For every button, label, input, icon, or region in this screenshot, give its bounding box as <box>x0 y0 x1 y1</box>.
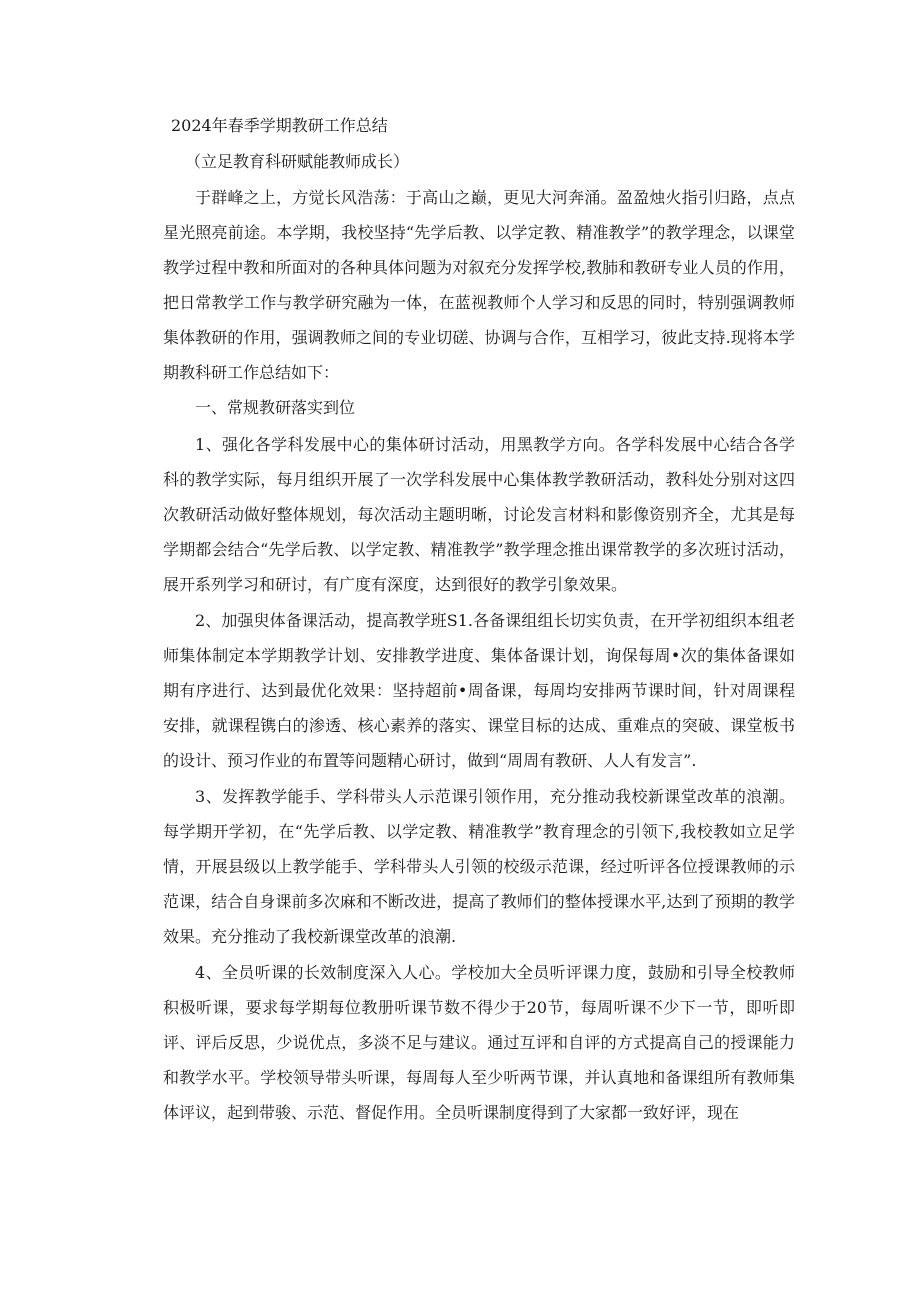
paragraph-item-1: 1、强化各学科发展中心的集体研讨活动，用黑教学方向。各学科发展中心结合各学科的教学实际，每月组织开展了一次学科发展中心集体教学教研活动，教科处分别对这四次教研活动做好整体规划，每次活动主题明晰，讨论发言材料和影像资别齐全，尤其是每学期都会结合“先学后教、以学定教、精准教学”教学理念推出课常教学的多次班讨活动，展开系列学习和研讨，有广度有深度，达到很好的教学引象效果。 <box>163 435 795 594</box>
document-subtitle: （立足教育科研赋能教师成长） <box>185 152 410 171</box>
document-title: 2024年春季学期教研工作总结 <box>171 116 388 135</box>
intro-paragraph: 于群峰之上，方觉长风浩荡：于高山之巅，更见大河奔涌。盈盈烛火指引归路，点点星光照亮前途。本学期，我校坚持“先学后教、以学定教、精准教学”的教学理念，以课堂教学过程中教和所面对的各种具体问题为对叙充分发挥学校,教肺和教研专业人员的作用，把日常教学工作与教学研究融为一体，在蓝视教师个人学习和反思的同时，特别强调教师集体教研的作用，强调教师之间的专业切磋、协调与合作，互相学习，彼此支持.现将本学期教科研工作总结如下： <box>163 188 795 382</box>
paragraph-item-2: 2、加强臾体备课活动，提高教学班S1.各备课组组长切实负责，在开学初组织本组老师集体制定本学期教学计划、安排教学进度、集体备课计划，询保每周•次的集体备课如期有序进行、达到最优化效果：坚持超前•周备课，每周均安排两节课时间，针对周课程安排，就课程镌白的渗透、核心素养的落实、课堂目标的达成、重难点的突破、课堂板书的设计、预习作业的布置等问题精心研讨，做到“周周有教研、人人有发言”. <box>163 611 795 770</box>
section-heading-routine-research: 一、常规教研落实到位 <box>195 398 356 417</box>
paragraph-item-4: 4、全员听课的长效制度深入人心。学校加大全员听评课力度，鼓励和引导全校教师积极听课，要求每学期每位教册听课节数不得少于20节，每周听课不少下一节，即听即评、评后反思，少说优点，多淡不足与建议。通过互评和自评的方式提高自己的授课能力和教学水平。学校领导带头听课，每周每人至少听两节课，并认真地和备课组所有教师集体评议，起到带骏、示范、督促作用。全员听课制度得到了大家都一致好评，现在 <box>163 963 795 1122</box>
paragraph-item-3: 3、发挥教学能手、学科带头人示范课引领作用，充分推动我校新课堂改革的浪潮。每学期开学初，在“先学后教、以学定教、精准教学”教育理念的引领下,我校教如立足学情，开展县级以上教学能手、学科带头人引领的校级示范课，经过听评各位授课教师的示范课，结合自身课前多次麻和不断改进，提高了教师们的整体授课水平,达到了预期的教学效果。充分推动了我校新课堂改革的浪潮. <box>163 787 795 946</box>
document-page <box>163 108 795 1130</box>
